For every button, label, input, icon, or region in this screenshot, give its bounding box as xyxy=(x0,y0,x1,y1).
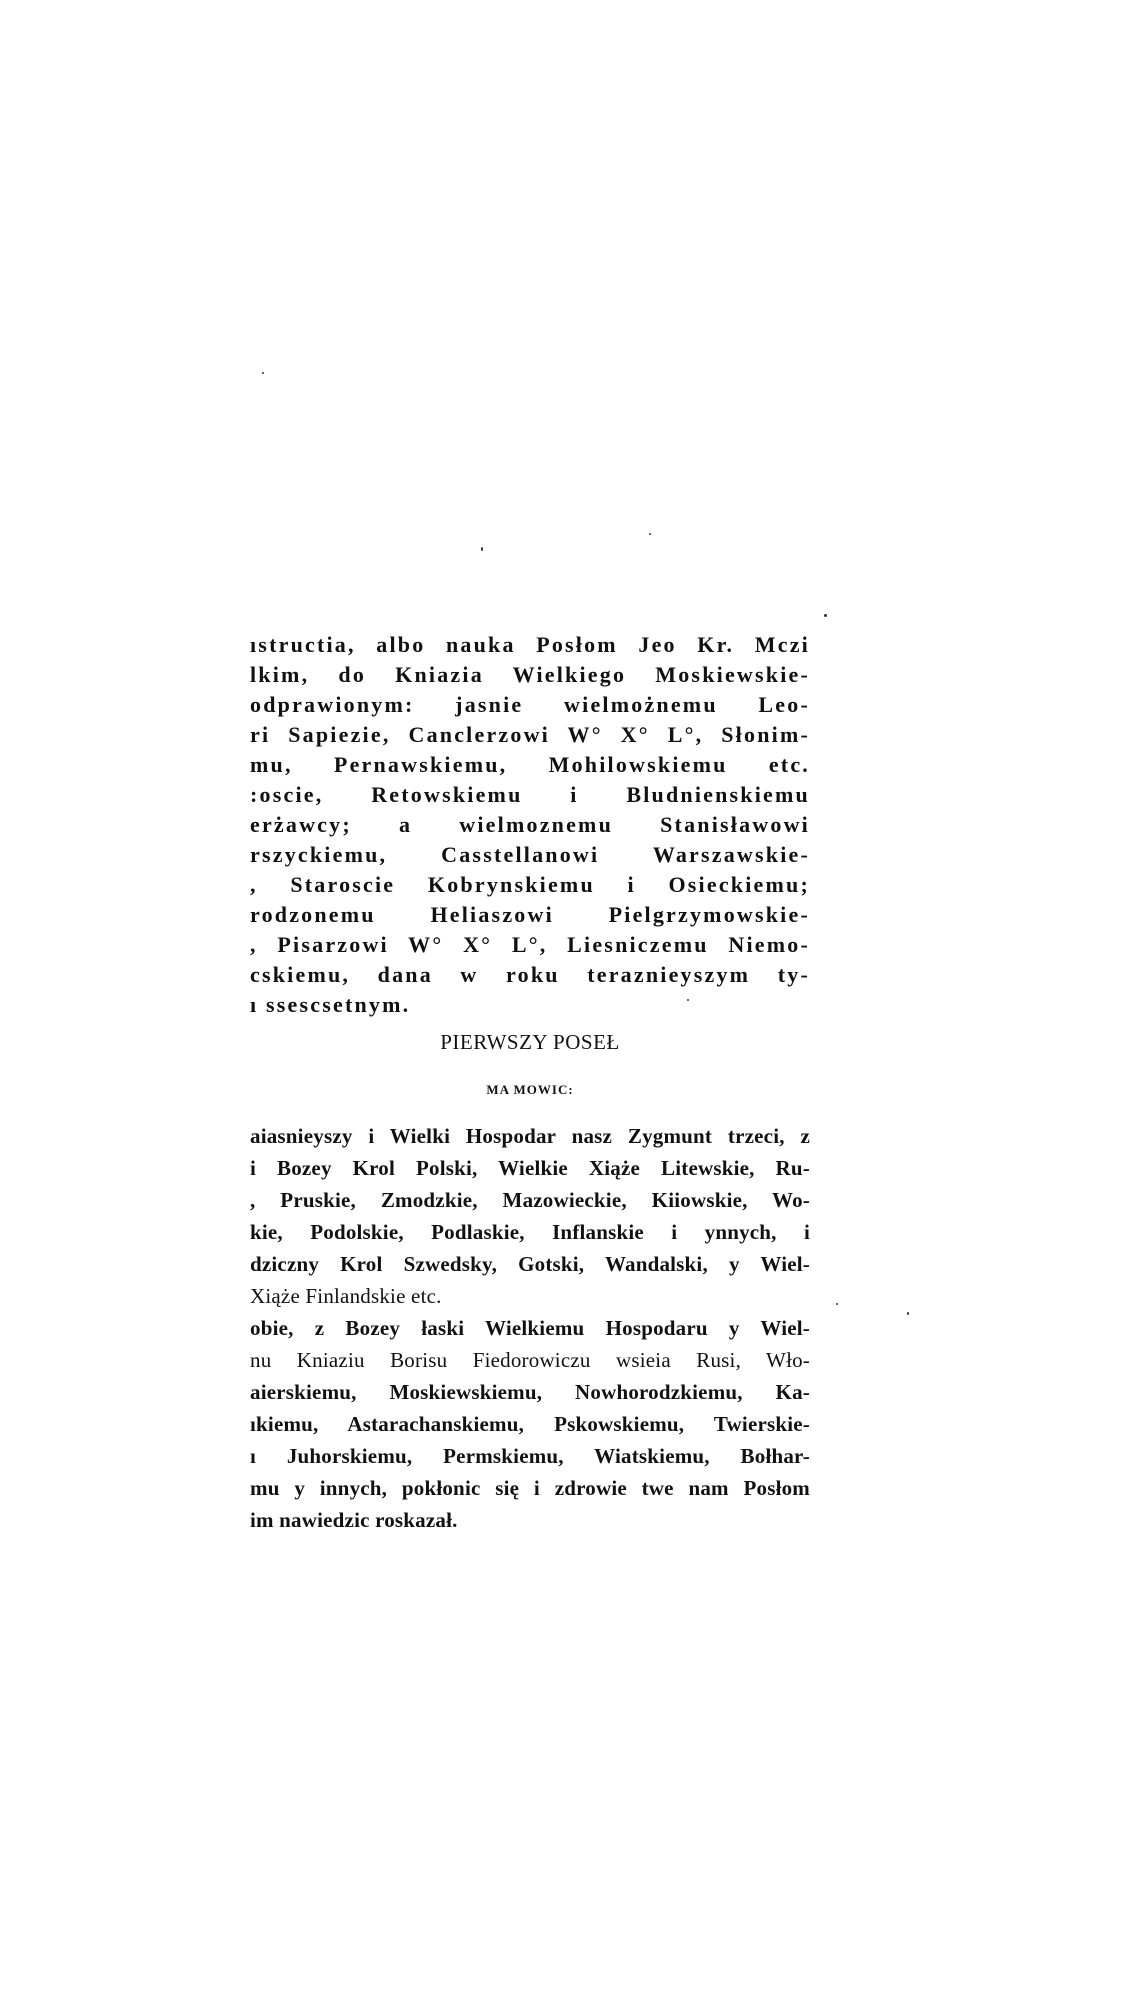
speech-line: aiasnieyszy i Wielki Hospodar nasz Zygmunt trzeci, z xyxy=(250,1124,810,1148)
section-heading: PIERWSZY POSEŁ xyxy=(440,1030,620,1054)
intro-line: ı ssescsetnym. xyxy=(250,992,411,1017)
speech-line: ı Juhorskiemu, Permskiemu, Wiatskiemu, Bołhar- xyxy=(250,1444,810,1468)
scan-speck xyxy=(836,1303,838,1305)
speech-line: nu Kniaziu Borisu Fiedorowiczu wsieia Rusi, Wło- xyxy=(250,1348,810,1372)
speech-line: kie, Podolskie, Podlaskie, Inflanskie i ynnych, i xyxy=(250,1220,810,1244)
speech-line: Xiąże Finlandskie etc. xyxy=(250,1284,442,1308)
speech-line: i Bozey Krol Polski, Wielkie Xiąże Litewskie, Ru- xyxy=(250,1156,810,1180)
intro-line: :oscie, Retowskiemu i Bludnienskiemu xyxy=(250,782,810,807)
speech-line: ıkiemu, Astarachanskiemu, Pskowskiemu, Twierskie- xyxy=(250,1412,810,1436)
intro-line: , Staroscie Kobrynskiemu i Osieckiemu; xyxy=(250,872,810,897)
scan-speck xyxy=(262,372,264,374)
speech-line: obie, z Bozey łaski Wielkiemu Hospodaru y Wiel- xyxy=(250,1316,810,1340)
scan-speck xyxy=(649,533,651,535)
section-subheading: MA MOWIC: xyxy=(486,1082,574,1097)
scan-speck xyxy=(481,547,483,551)
intro-line: cskiemu, dana w roku teraznieyszym ty- xyxy=(250,962,810,987)
intro-line: , Pisarzowi W° X° L°, Liesniczemu Niemo- xyxy=(250,932,810,957)
scan-speck xyxy=(824,614,827,617)
speech-paragraph xyxy=(250,1120,810,1536)
intro-line: mu, Pernawskiemu, Mohilowskiemu etc. xyxy=(250,752,810,777)
speech-line: mu y innych, pokłonic się i zdrowie twe nam Posłom xyxy=(250,1476,810,1500)
intro-line: lkim, do Kniazia Wielkiego Moskiewskie- xyxy=(250,662,810,687)
speech-line: dziczny Krol Szwedsky, Gotski, Wandalski, y Wiel- xyxy=(250,1252,810,1276)
intro-line: ıstructia, albo nauka Posłom Jeo Kr. Mczi xyxy=(250,632,810,657)
instruction-intro-paragraph xyxy=(250,630,810,1020)
speech-line: im nawiedzic roskazał. xyxy=(250,1508,458,1532)
intro-line: rszyckiemu, Casstellanowi Warszawskie- xyxy=(250,842,810,867)
scan-speck xyxy=(907,1312,909,1315)
speech-line: , Pruskie, Zmodzkie, Mazowieckie, Kiiowskie, Wo- xyxy=(250,1188,810,1212)
intro-line: erżawcy; a wielmoznemu Stanisławowi xyxy=(250,812,810,837)
speech-line: aierskiemu, Moskiewskiemu, Nowhorodzkiemu, Ka- xyxy=(250,1380,810,1404)
intro-line: ri Sapiezie, Canclerzowi W° X° L°, Słonim- xyxy=(250,722,810,747)
intro-line: rodzonemu Heliaszowi Pielgrzymowskie- xyxy=(250,902,810,927)
intro-line: odprawionym: jasnie wielmożnemu Leo- xyxy=(250,692,810,717)
